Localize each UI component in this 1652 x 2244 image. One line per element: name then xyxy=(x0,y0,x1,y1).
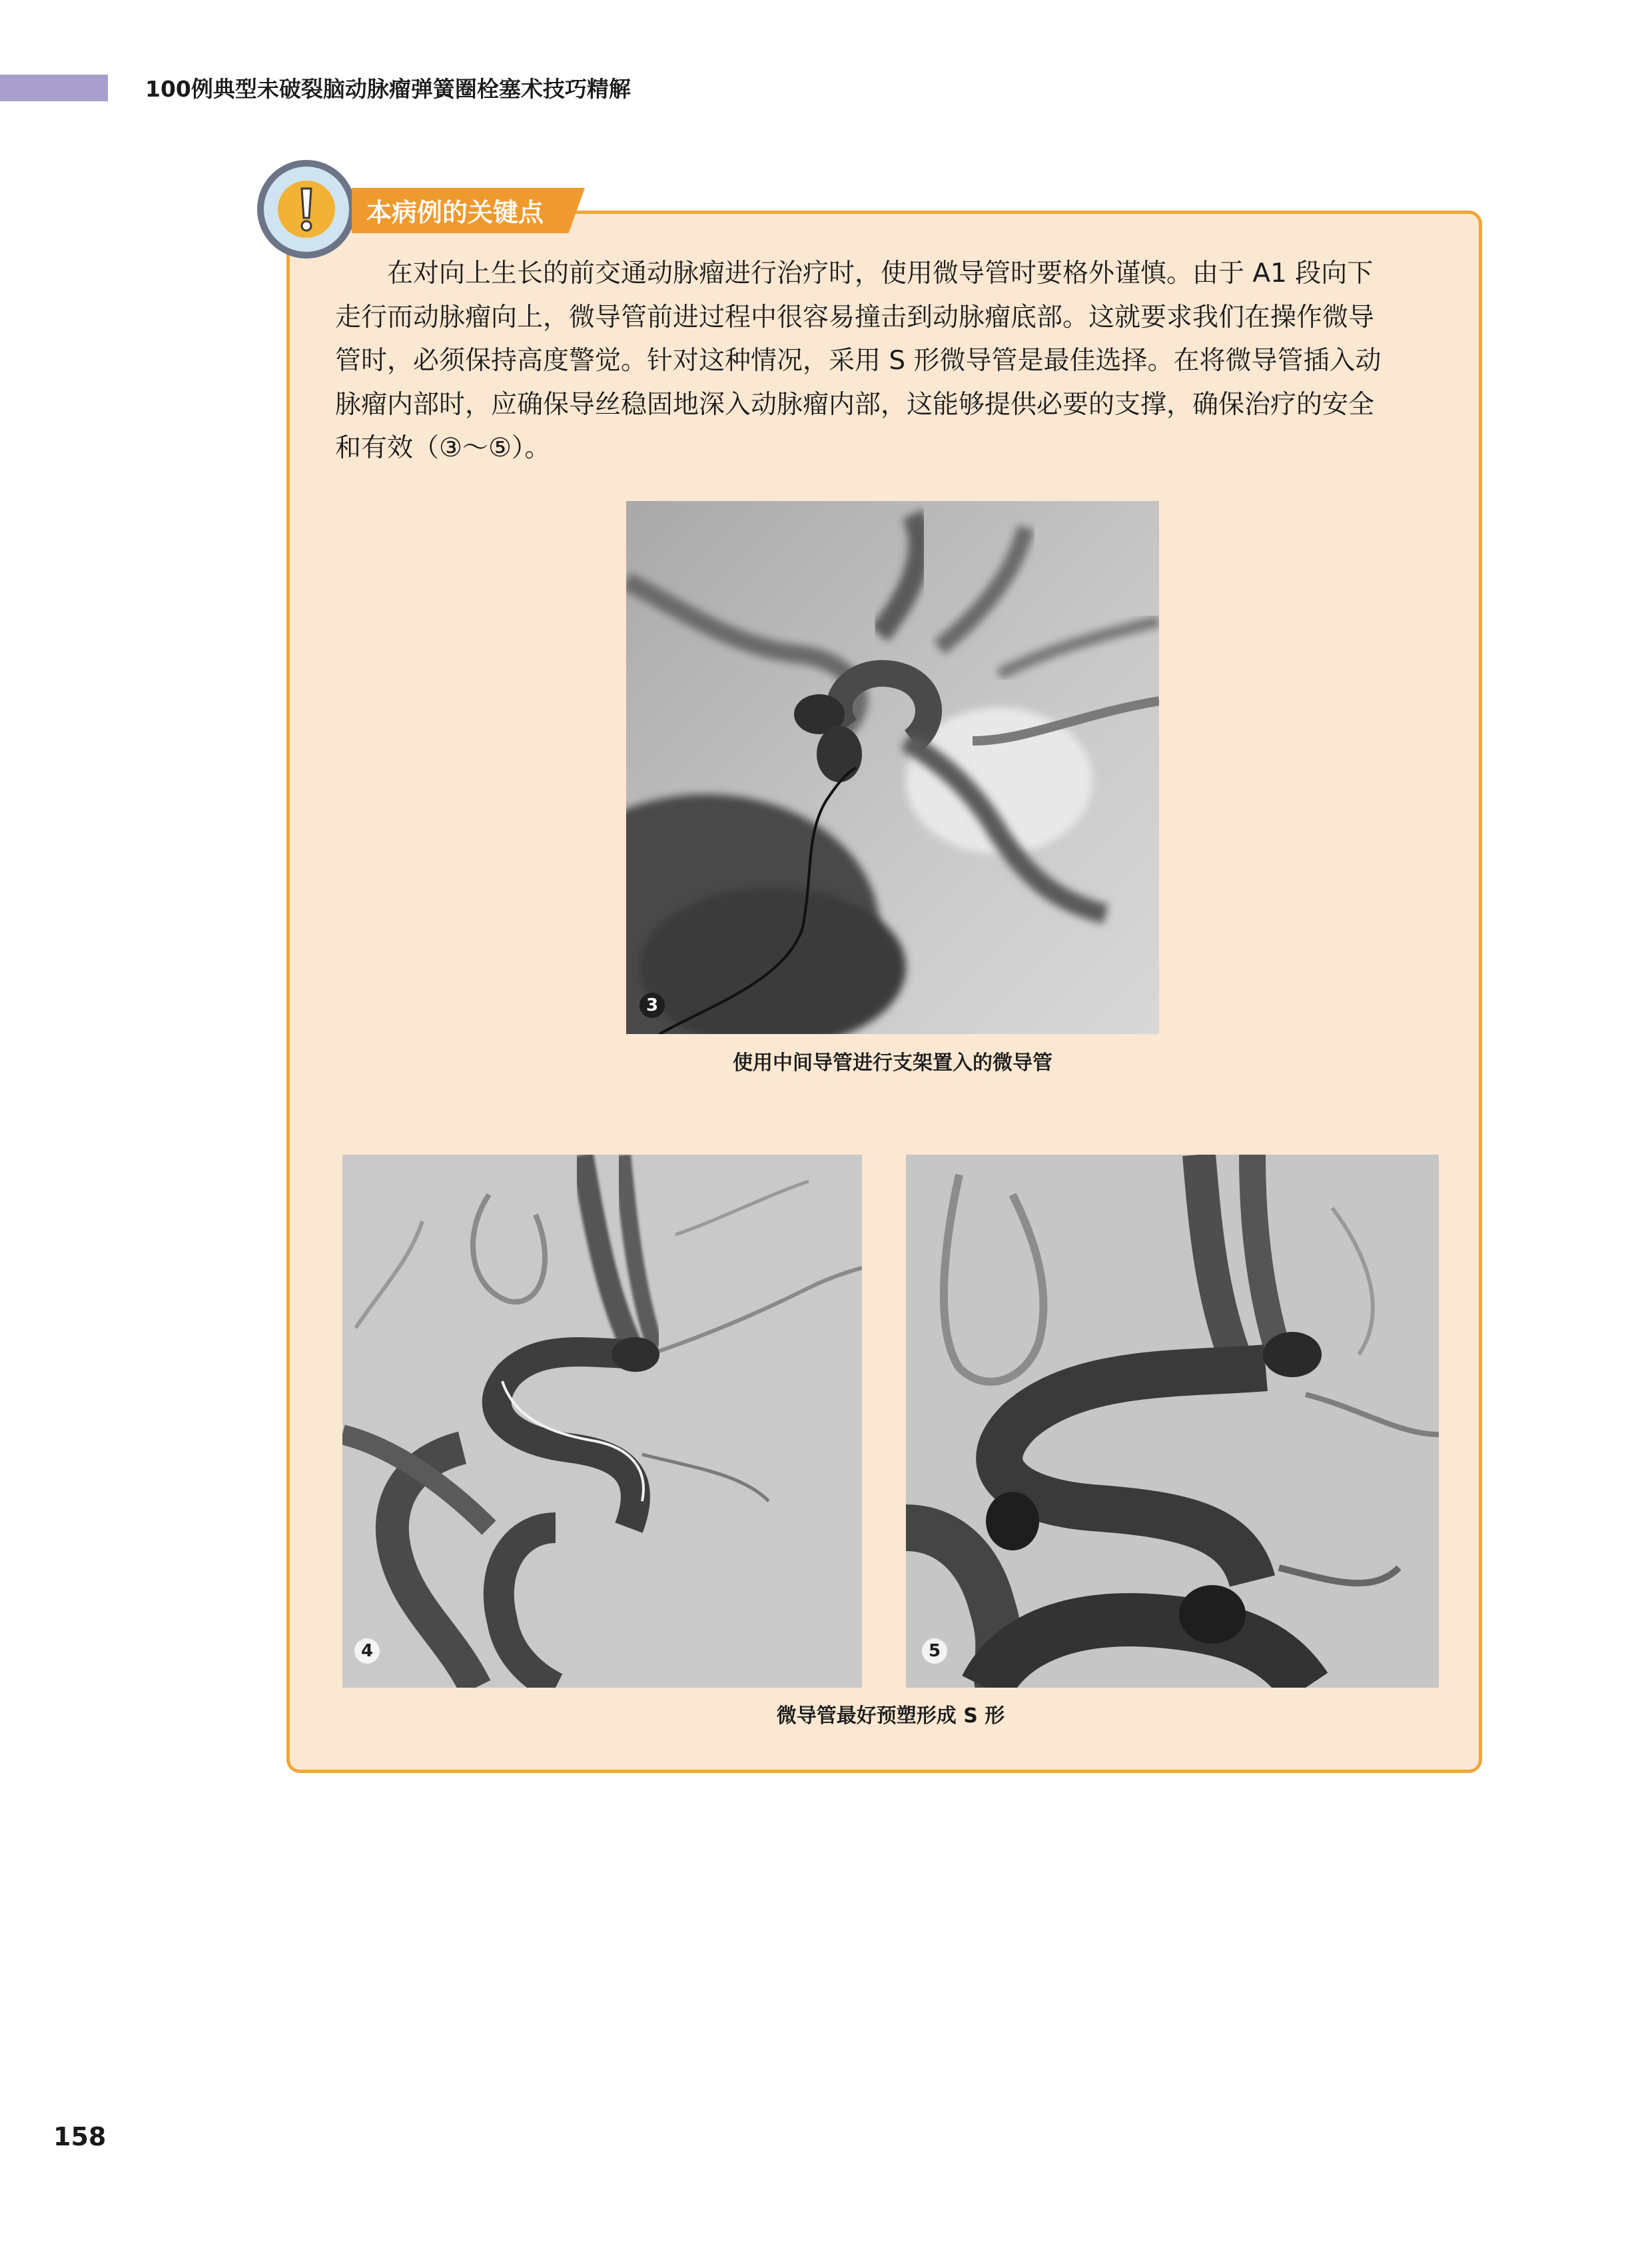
figure-number-badge: 5 xyxy=(922,1638,947,1664)
figures-4-5-caption: 微导管最好预塑形成 S 形 xyxy=(776,1704,1005,1728)
header-color-bar xyxy=(0,75,108,101)
key-point-paragraph xyxy=(335,252,1447,470)
paragraph-line: 管时，必须保持高度警觉。针对这种情况，采用 S 形微导管是最佳选择。在将微导管插入动 xyxy=(335,346,1382,376)
paragraph-line: 和有效（③～⑤）。 xyxy=(335,433,551,463)
exclamation-icon xyxy=(278,181,335,238)
page-number: 158 xyxy=(53,2122,107,2151)
paragraph-line: 走行而动脉瘤向上，微导管前进过程中很容易撞击到动脉瘤底部。这就要求我们在操作微导 xyxy=(335,302,1375,332)
figure-3-angiogram xyxy=(626,501,1159,1034)
figure-number-badge: 4 xyxy=(354,1638,380,1664)
figure-5-angiogram xyxy=(906,1155,1439,1688)
key-point-tag-label: 本病例的关键点 xyxy=(366,198,544,227)
running-title: 100例典型未破裂脑动脉瘤弹簧圈栓塞术技巧精解 xyxy=(145,76,631,102)
figure-3-caption: 使用中间导管进行支架置入的微导管 xyxy=(733,1051,1052,1075)
figure-number-badge: 3 xyxy=(639,993,665,1018)
paragraph-line: 脉瘤内部时，应确保导丝稳固地深入动脉瘤内部，这能够提供必要的支撑，确保治疗的安全 xyxy=(335,389,1375,420)
key-point-badge xyxy=(257,160,356,259)
paragraph-line: 在对向上生长的前交通动脉瘤进行治疗时，使用微导管时要格外谨慎。由于 A1 段向下 xyxy=(387,259,1374,288)
figure-4-angiogram xyxy=(342,1155,862,1688)
